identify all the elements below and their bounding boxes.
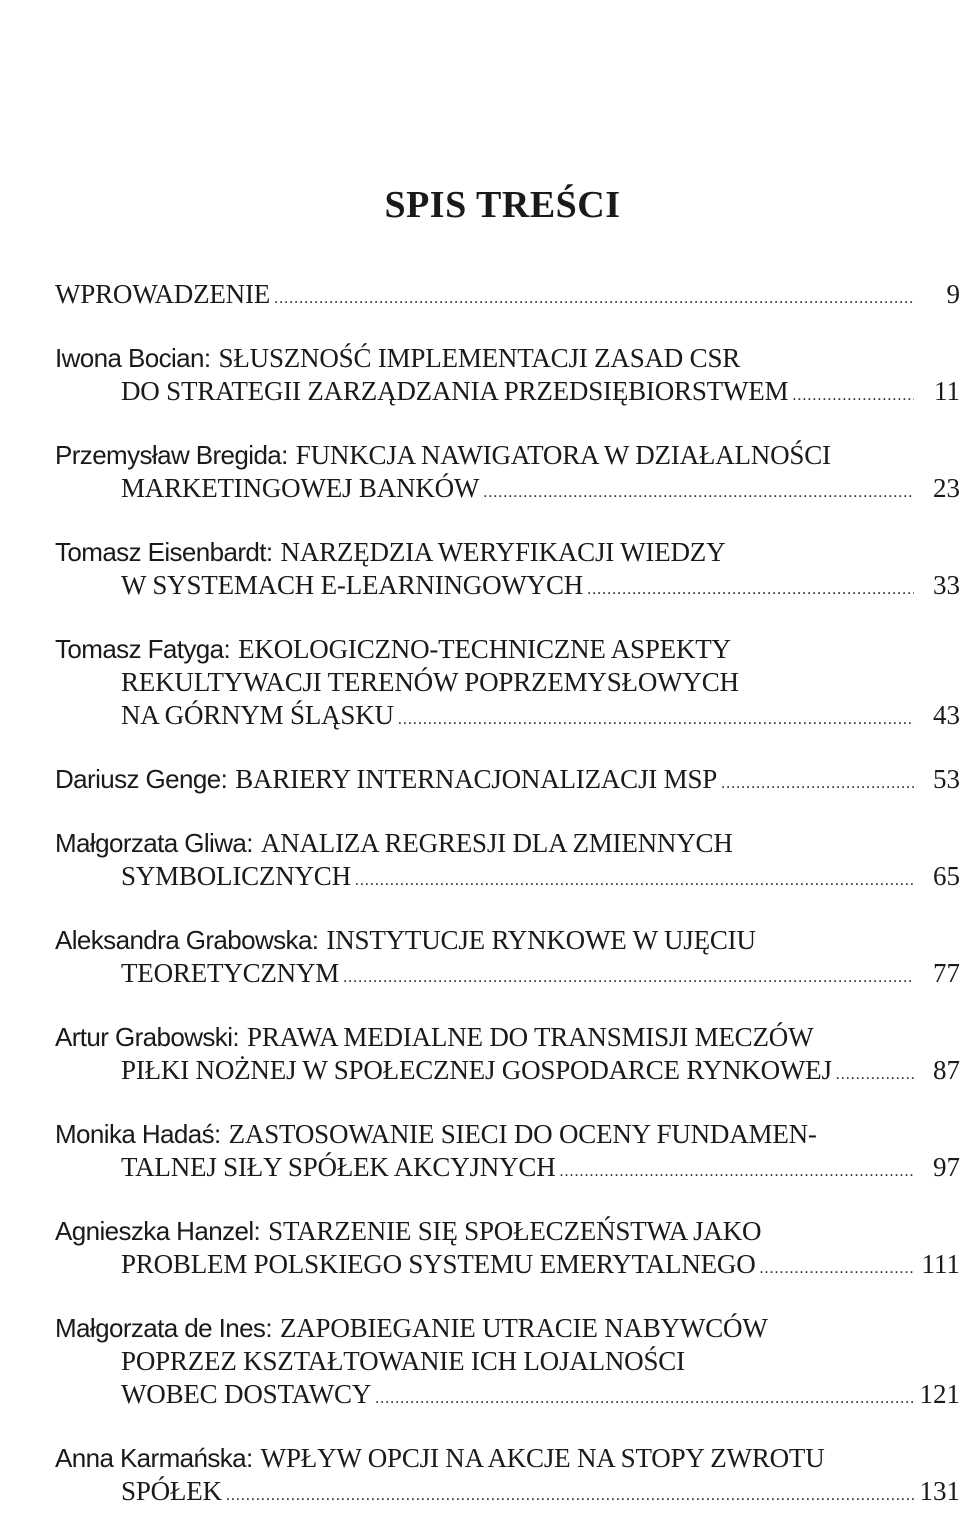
toc-entry-continuation-line (55, 1151, 960, 1184)
toc-entry-continuation-line (55, 860, 960, 893)
toc-entry-page-number: 111 (920, 1248, 960, 1281)
toc-entry (55, 633, 960, 732)
toc-entry-page-number: 87 (920, 1054, 960, 1087)
toc-entry-title: TEORETYCZNYM (121, 957, 339, 990)
toc-entry (55, 1442, 960, 1508)
toc-entry-title: PIŁKI NOŻNEJ W SPOŁECZNEJ GOSPODARCE RYNKOWEJ (121, 1054, 832, 1087)
dot-leader (398, 703, 914, 736)
dot-leader (375, 1382, 913, 1415)
toc-entry (55, 1021, 960, 1087)
toc-entry-title: REKULTYWACJI TERENÓW POPRZEMYSŁOWYCH (121, 666, 739, 699)
dot-leader (560, 1155, 914, 1188)
toc-entry-title: INSTYTUCJE RYNKOWE W UJĘCIU (326, 924, 755, 957)
toc-entry-first-line (55, 1312, 960, 1345)
toc-entry (55, 827, 960, 893)
toc-entry-first-line (55, 1021, 960, 1054)
toc-entry-continuation-line (55, 375, 960, 408)
toc-entry-first-line (55, 1118, 960, 1151)
toc-entry-title: SPÓŁEK (121, 1475, 222, 1508)
toc-entry-title: ANALIZA REGRESJI DLA ZMIENNYCH (261, 827, 733, 860)
dot-leader (836, 1058, 914, 1091)
toc-entry-title: POPRZEZ KSZTAŁTOWANIE ICH LOJALNOŚCI (121, 1345, 685, 1378)
dot-leader (226, 1479, 914, 1512)
toc-entry-page-number: 33 (920, 569, 960, 602)
toc-entry-author: Monika Hadaś: (55, 1118, 221, 1151)
toc-entry-author: Dariusz Genge: (55, 763, 227, 796)
toc-entry (55, 536, 960, 602)
toc-entry-continuation-line (55, 1345, 960, 1378)
dot-leader (792, 379, 914, 412)
toc-entry-continuation-line (55, 1054, 960, 1087)
toc-entry-page-number: 77 (920, 957, 960, 990)
dot-leader (355, 864, 914, 897)
toc-entry-first-line (55, 342, 960, 375)
toc-entry-first-line (55, 633, 960, 666)
toc-entry-author: Artur Grabowski: (55, 1021, 239, 1054)
toc-entry-author: Iwona Bocian: (55, 342, 211, 375)
toc-entry-page-number: 65 (920, 860, 960, 893)
toc-entry-title: WPŁYW OPCJI NA AKCJE NA STOPY ZWROTU (261, 1442, 825, 1475)
toc-entry-continuation-line (55, 1248, 960, 1281)
toc-entry-page-number: 23 (920, 472, 960, 505)
toc-entry (55, 1312, 960, 1411)
toc-entry-continuation-line (55, 1378, 960, 1411)
toc-entry-first-line (55, 1215, 960, 1248)
toc-entry-author: Małgorzata de Ines: (55, 1312, 272, 1345)
toc-entry-title: MARKETINGOWEJ BANKÓW (121, 472, 479, 505)
toc-entry-title: NARZĘDZIA WERYFIKACJI WIEDZY (281, 536, 726, 569)
dot-leader (587, 573, 914, 606)
dot-leader (343, 961, 914, 994)
toc-entry-first-line (55, 278, 960, 311)
toc-entry-continuation-line (55, 1475, 960, 1508)
page-title: SPIS TREŚCI (0, 183, 960, 227)
toc-entry-author: Tomasz Fatyga: (55, 633, 230, 666)
toc-entry-continuation-line (55, 472, 960, 505)
toc-entry-author: Przemysław Bregida: (55, 439, 288, 472)
toc-entry-title: ZAPOBIEGANIE UTRACIE NABYWCÓW (280, 1312, 768, 1345)
toc-entry-title: SYMBOLICZNYCH (121, 860, 351, 893)
toc-entry (55, 278, 960, 311)
toc-entry-title: PROBLEM POLSKIEGO SYSTEMU EMERYTALNEGO (121, 1248, 756, 1281)
toc-entry-title: BARIERY INTERNACJONALIZACJI MSP (235, 763, 717, 796)
toc-entry-continuation-line (55, 699, 960, 732)
toc-entry-title: SŁUSZNOŚĆ IMPLEMENTACJI ZASAD CSR (219, 342, 741, 375)
toc-entry-author: Tomasz Eisenbardt: (55, 536, 273, 569)
toc-entry-title: W SYSTEMACH E-LEARNINGOWYCH (121, 569, 583, 602)
toc-entry-continuation-line (55, 957, 960, 990)
toc-entry-first-line (55, 1442, 960, 1475)
toc-entry-page-number: 43 (920, 699, 960, 732)
table-of-contents (55, 278, 960, 1539)
toc-entry-title: NA GÓRNYM ŚLĄSKU (121, 699, 394, 732)
toc-entry-title: FUNKCJA NAWIGATORA W DZIAŁALNOŚCI (296, 439, 831, 472)
toc-entry-title: WOBEC DOSTAWCY (121, 1378, 371, 1411)
toc-entry-title: ZASTOSOWANIE SIECI DO OCENY FUNDAMEN- (229, 1118, 817, 1151)
toc-entry-page-number: 121 (920, 1378, 960, 1411)
toc-entry (55, 342, 960, 408)
toc-entry-first-line (55, 924, 960, 957)
toc-entry-author: Agnieszka Hanzel: (55, 1215, 260, 1248)
toc-entry (55, 439, 960, 505)
toc-entry (55, 924, 960, 990)
toc-entry-page-number: 131 (920, 1475, 960, 1508)
toc-entry (55, 763, 960, 796)
dot-leader (483, 476, 914, 509)
toc-entry-title: WPROWADZENIE (55, 278, 270, 311)
toc-entry-author: Anna Karmańska: (55, 1442, 253, 1475)
toc-entry-first-line (55, 827, 960, 860)
toc-entry-continuation-line (55, 569, 960, 602)
toc-entry-title: STARZENIE SIĘ SPOŁECZEŃSTWA JAKO (268, 1215, 761, 1248)
toc-entry-page-number: 11 (920, 375, 960, 408)
toc-entry-first-line (55, 763, 960, 796)
dot-leader (274, 282, 914, 315)
toc-entry-first-line (55, 439, 960, 472)
toc-entry-title: TALNEJ SIŁY SPÓŁEK AKCYJNYCH (121, 1151, 556, 1184)
toc-entry-page-number: 9 (920, 278, 960, 311)
toc-entry-continuation-line (55, 666, 960, 699)
toc-entry-title: PRAWA MEDIALNE DO TRANSMISJI MECZÓW (247, 1021, 813, 1054)
toc-entry (55, 1118, 960, 1184)
dot-leader (721, 767, 914, 800)
toc-entry-first-line (55, 536, 960, 569)
toc-entry-title: DO STRATEGII ZARZĄDZANIA PRZEDSIĘBIORSTWEM (121, 375, 788, 408)
toc-entry-title: EKOLOGICZNO-TECHNICZNE ASPEKTY (238, 633, 731, 666)
dot-leader (760, 1252, 914, 1285)
toc-entry-page-number: 53 (920, 763, 960, 796)
toc-entry (55, 1215, 960, 1281)
toc-entry-author: Aleksandra Grabowska: (55, 924, 318, 957)
toc-entry-author: Małgorzata Gliwa: (55, 827, 253, 860)
toc-entry-page-number: 97 (920, 1151, 960, 1184)
